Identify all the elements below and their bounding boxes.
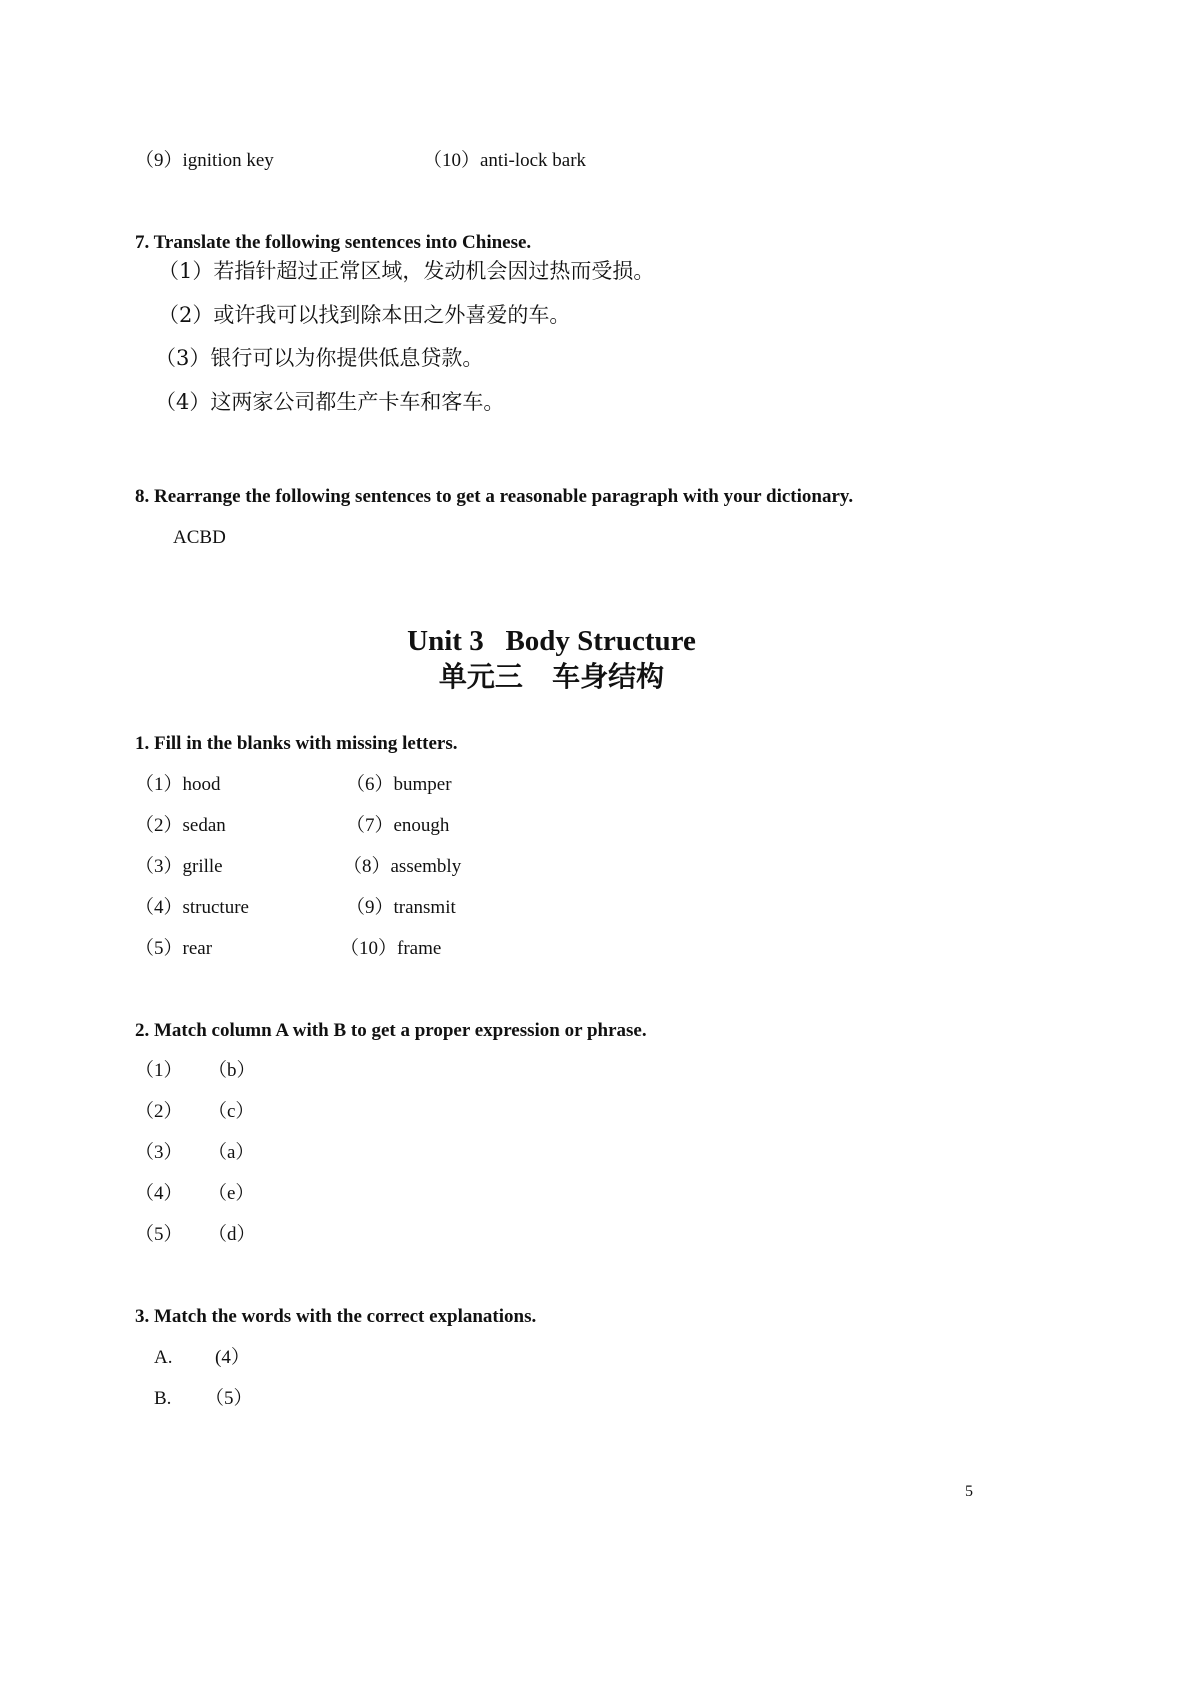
q2-pair-2-number: （2） bbox=[135, 1101, 183, 1122]
q2-pair-4-number: （4） bbox=[135, 1183, 183, 1204]
q1-item-9: （9）transmit bbox=[346, 897, 456, 918]
q2-heading: 2. Match column A with B to get a proper expression or phrase. bbox=[135, 1020, 647, 1041]
q7-answer-3: （3）银行可以为你提供低息贷款。 bbox=[155, 346, 484, 370]
unit-title: Unit 3 Body Structure bbox=[407, 625, 696, 657]
q3-pair-a-letter: A. bbox=[154, 1347, 173, 1368]
q7-answer-4: （4）这两家公司都生产卡车和客车。 bbox=[155, 390, 505, 414]
q1-item-3: （3）grille bbox=[135, 856, 223, 877]
q2-pair-3-number: （3） bbox=[135, 1142, 183, 1163]
q2-pair-3-answer: （a） bbox=[208, 1142, 255, 1163]
q3-pair-b-letter: B. bbox=[154, 1388, 172, 1409]
page-number: 5 bbox=[965, 1483, 973, 1500]
q8-heading: 8. Rearrange the following sentences to get a reasonable paragraph with your dictionary. bbox=[135, 486, 854, 507]
q1-heading: 1. Fill in the blanks with missing letters. bbox=[135, 733, 458, 754]
q2-pair-1-answer: （b） bbox=[208, 1060, 256, 1081]
q7-heading: 7. Translate the following sentences into Chinese. bbox=[135, 232, 532, 253]
q2-pair-5-number: （5） bbox=[135, 1224, 183, 1245]
q1-item-10: （10）frame bbox=[340, 938, 442, 959]
vocab-item-10: （10）anti-lock bark bbox=[423, 150, 587, 171]
q1-item-8: （8）assembly bbox=[343, 856, 462, 877]
q1-item-7: （7）enough bbox=[346, 815, 450, 836]
q1-item-2: （2）sedan bbox=[135, 815, 226, 836]
q1-item-1: （1）hood bbox=[135, 774, 221, 795]
q7-answer-2: （2）或许我可以找到除本田之外喜爱的车。 bbox=[158, 303, 571, 327]
q2-pair-4-answer: （e） bbox=[208, 1183, 255, 1204]
q1-item-6: （6）bumper bbox=[346, 774, 452, 795]
q1-item-5: （5）rear bbox=[135, 938, 213, 959]
q2-pair-1-number: （1） bbox=[135, 1060, 183, 1081]
vocab-item-9: （9）ignition key bbox=[135, 150, 274, 171]
q1-item-4: （4）structure bbox=[135, 897, 249, 918]
q2-pair-2-answer: （c） bbox=[208, 1101, 255, 1122]
q7-answer-1: （1）若指针超过正常区域，发动机会因过热而受损。 bbox=[158, 259, 655, 283]
q2-pair-5-answer: （d） bbox=[208, 1224, 256, 1245]
q3-pair-a-answer: (4） bbox=[215, 1347, 250, 1368]
q8-answer: ACBD bbox=[173, 527, 226, 548]
unit-title-zh: 单元三 车身结构 bbox=[438, 660, 665, 693]
q3-heading: 3. Match the words with the correct explanations. bbox=[135, 1306, 537, 1327]
q3-pair-b-answer: （5） bbox=[205, 1388, 253, 1409]
